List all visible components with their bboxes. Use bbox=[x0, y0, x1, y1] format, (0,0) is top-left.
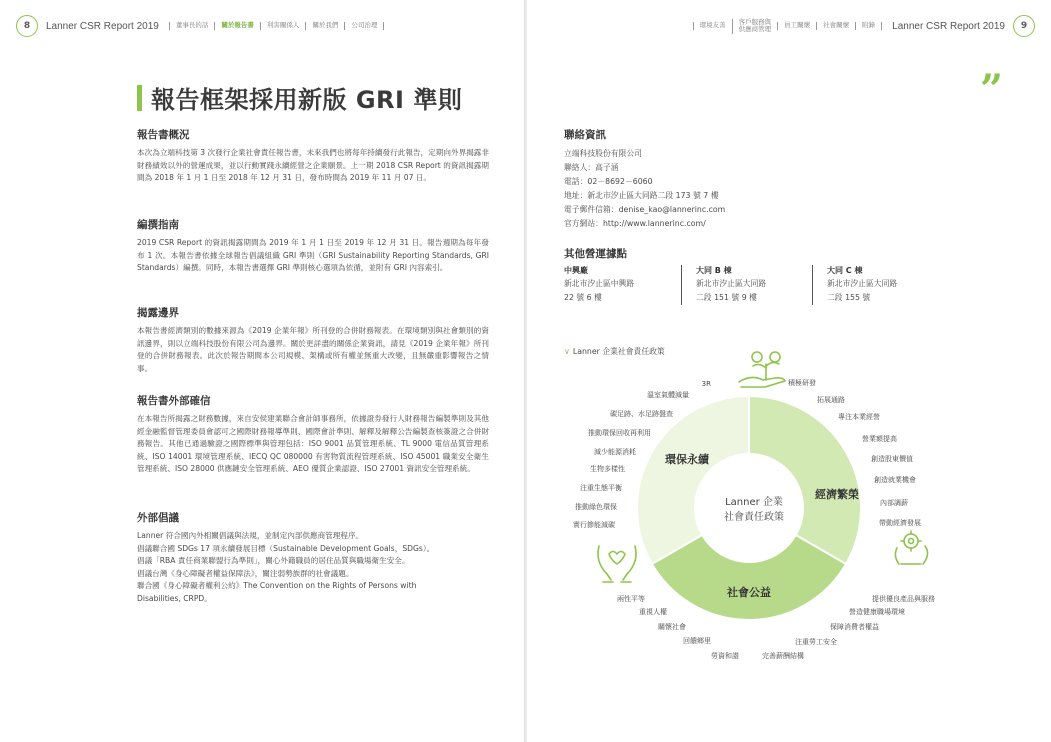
env-item: 注重生態平衡 bbox=[580, 484, 622, 492]
nav-corporate-governance[interactable]: 公司治理 bbox=[344, 22, 384, 30]
initiative-line: 倡議「RBA 責任商業聯盟行為準則」，關心外籍職員的居住品質與職場衛生安全。 bbox=[137, 556, 410, 565]
social-item: 重視人權 bbox=[639, 608, 667, 616]
segment-label-society: 社會公益 bbox=[727, 586, 771, 599]
site-address: 新北市汐止區大同路 bbox=[696, 279, 767, 288]
policy-label-text: Lanner 企業社會責任政策 bbox=[572, 347, 665, 356]
social-item: 勞資和諧 bbox=[711, 652, 739, 660]
social-item: 關懷社會 bbox=[658, 623, 686, 631]
title-block bbox=[137, 80, 462, 115]
ring-center bbox=[696, 455, 802, 561]
sites-section bbox=[564, 246, 627, 266]
right-header bbox=[693, 12, 1035, 40]
nav-customer-supplier[interactable]: 客戶服務與 供應商管理 bbox=[732, 19, 778, 34]
econ-item: 專注本業經營 bbox=[838, 413, 880, 421]
section-paragraph: 2019 CSR Report 的資訊揭露期間為 2019 年 1 月 1 日至 2019 年 12 月 31 日。報告週期為每年發布 1 次。本報告書依據全球報告倡議組織 GRI 準則（GRI Sustainability Reporting Standards, GRI Standards）編撰。同時，本報告書選擇 GRI 準則核心選項為依循，並附有 GRI 內容索引。 bbox=[137, 238, 489, 272]
site-address: 二段 151 號 9 樓 bbox=[696, 293, 757, 302]
quote-mark-icon: ” bbox=[980, 66, 1004, 113]
econ-item: 帶動經濟發展 bbox=[879, 519, 921, 527]
section-external-assurance bbox=[137, 393, 489, 476]
nav-about-us[interactable]: 關於我們 bbox=[305, 22, 344, 30]
segment-label-environment: 環保永續 bbox=[665, 453, 709, 466]
initiative-line: Lanner 符合國內外相關倡議與法規，並制定內部供應商管理程序。 bbox=[137, 531, 364, 540]
section-report-overview bbox=[137, 127, 489, 185]
sites-list bbox=[564, 265, 943, 305]
nav-social-care[interactable]: 社會關懷 bbox=[816, 22, 855, 30]
initiative-line: 倡議聯合國 SDGs 17 項永續發展目標（Sustainable Development Goals，SDGs）。 bbox=[137, 543, 435, 553]
econ-item: 營業額提高 bbox=[862, 435, 897, 443]
section-external-initiatives bbox=[137, 510, 489, 605]
env-item: 實行節能減碳 bbox=[573, 521, 615, 529]
nav-about-report[interactable]: 關於報告書 bbox=[214, 22, 260, 30]
section-paragraph: 本次為立端科技第 3 次發行企業社會責任報告書，未來我們也將每年持續發行此報告，定期向外界揭露非財務績效以外的營運成果，並以行動實踐永續經營之企業願景。上一期 2018 CSR Report 的資訊揭露期間為 2018 年 1 月 1 日至 2018 年 12 月 31 日，發布時間為 2019 年 11 月 07 日。 bbox=[137, 148, 489, 182]
econ-item: 拓展通路 bbox=[817, 396, 845, 404]
segment-label-economy: 經濟繁榮 bbox=[815, 488, 859, 501]
social-item: 保障消費者權益 bbox=[830, 623, 879, 631]
csr-policy-diagram bbox=[527, 350, 1051, 730]
section-paragraph: 本報告書經濟類別的數據來源為《2019 企業年報》所刊登的合併財務報表。在環境類別與社會類別的資訊邊界，則以立端科技股份有限公司為邊界。關於更詳盡的關係企業資訊，請見《2019 企業年報》所刊登的合併財務報表。此次於報告期間本公司規模、架構或所有權並無重大改變，且無嚴重影響報告之情事。 bbox=[137, 326, 489, 373]
section-disclosure-boundary bbox=[137, 305, 489, 375]
section-heading: 外部倡議 bbox=[137, 512, 179, 524]
env-item: 溫室氣體減量 bbox=[647, 391, 689, 399]
nav-chairman-message[interactable]: 董事長的話 bbox=[169, 22, 215, 30]
section-heading: 編撰指南 bbox=[137, 219, 179, 231]
section-heading: 其他營運據點 bbox=[564, 248, 627, 260]
site-name: 大同 C 棟 bbox=[827, 266, 863, 275]
env-item: 推動環保回收再利用 bbox=[588, 429, 651, 437]
section-heading: 揭露邊界 bbox=[137, 307, 179, 319]
initiative-line: Disabilities, CRPD。 bbox=[137, 593, 212, 603]
contact-company: 立端科技股份有限公司 bbox=[564, 149, 642, 158]
contact-person: 聯絡人：高子涵 bbox=[564, 163, 619, 172]
env-item: 推動綠色環保 bbox=[575, 503, 617, 511]
site-item bbox=[812, 265, 943, 305]
contact-website[interactable]: 官方網站：http://www.lannerinc.com/ bbox=[564, 219, 706, 228]
left-header-nav bbox=[169, 22, 385, 30]
eco-hand-plant-icon bbox=[739, 352, 785, 387]
section-heading: 聯絡資訊 bbox=[564, 129, 606, 141]
site-name: 大同 B 棟 bbox=[696, 266, 732, 275]
gear-hand-icon bbox=[895, 531, 927, 564]
section-heading: 報告書外部確信 bbox=[137, 395, 211, 407]
nav-employee-care[interactable]: 員工關懷 bbox=[777, 22, 816, 30]
initiative-line: 聯合國《身心障礙者權利公約》The Convention on the Rights of Persons with bbox=[137, 581, 417, 590]
right-header-title: Lanner CSR Report 2019 bbox=[892, 20, 1005, 32]
section-compilation-guide bbox=[137, 217, 489, 275]
env-item: 3R bbox=[701, 380, 711, 388]
site-address: 二段 155 號 bbox=[827, 293, 871, 302]
nav-environment[interactable]: 環境友善 bbox=[693, 22, 732, 30]
contact-email[interactable]: 電子郵件信箱：denise_kao@lannerinc.com bbox=[564, 205, 726, 214]
right-page bbox=[527, 0, 1051, 742]
contact-address: 地址：新北市汐止區大同路二段 173 號 7 樓 bbox=[564, 191, 719, 200]
site-address: 新北市汐止區大同路 bbox=[827, 279, 898, 288]
center-label-line1: Lanner 企業 bbox=[725, 497, 783, 508]
site-address: 新北市汐止區中興路 bbox=[564, 279, 635, 288]
econ-item: 創造股東價值 bbox=[871, 455, 913, 463]
econ-item: 創造就業機會 bbox=[874, 476, 916, 484]
chevron-down-icon: ∨ bbox=[564, 347, 570, 356]
right-header-nav bbox=[693, 19, 883, 34]
left-header-title: Lanner CSR Report 2019 bbox=[46, 20, 159, 32]
env-item: 減少能源消耗 bbox=[594, 448, 636, 456]
contact-phone: 電話：02－8692－6060 bbox=[564, 177, 653, 186]
page-title: 報告框架採用新版 GRI 準則 bbox=[151, 86, 463, 114]
section-heading: 報告書概況 bbox=[137, 129, 190, 141]
site-name: 中興廠 bbox=[564, 266, 588, 275]
left-page-number: 8 bbox=[16, 15, 38, 37]
nav-stakeholders[interactable]: 利害關係人 bbox=[260, 22, 306, 30]
right-page-number: 9 bbox=[1013, 15, 1035, 37]
title-accent-bar bbox=[137, 85, 142, 111]
env-item: 生物多樣性 bbox=[590, 465, 625, 473]
section-paragraph: 在本報告所揭露之財務數據，來自安侯建業聯合會計師事務所，依據證券發行人財務報告編製準則及其他經金融監督管理委員會認可之國際財務報導準則、國際會計準則、解釋及解釋公告編製查核簽證之合併財務報告。其他已通過驗證之國際標準與管理包括：ISO 9001 品質管理系統、TL 9000 電信品質管理系統、ISO 14001 環境管理系統、IECQ QC 080000 有害物質流程管理系統、ISO 45001 職業安全衛生管理系統、ISO 28000 供應鏈安全管理系統、AEO 優質企業認證、ISO 27001 資訊安全管理系統。 bbox=[137, 414, 489, 473]
social-item: 完善薪酬結構 bbox=[762, 652, 804, 660]
site-item bbox=[564, 265, 681, 305]
people-hands-heart-icon bbox=[598, 546, 636, 582]
econ-item: 內部調薪 bbox=[880, 499, 908, 507]
econ-item: 積極研發 bbox=[788, 379, 816, 387]
social-item: 兩性平等 bbox=[617, 595, 645, 603]
left-page bbox=[0, 0, 525, 742]
initiative-line: 倡議台灣《身心障礙者權益保障法》，關注弱勢族群的社會議題。 bbox=[137, 568, 354, 578]
site-item bbox=[681, 265, 812, 305]
site-address: 22 號 6 樓 bbox=[564, 293, 602, 302]
social-item: 提供優良產品與服務 bbox=[872, 595, 935, 603]
social-item: 營造健康職場環境 bbox=[849, 608, 905, 616]
social-item: 回饋鄉里 bbox=[683, 637, 711, 645]
social-item: 注重勞工安全 bbox=[795, 638, 837, 646]
left-header bbox=[16, 12, 384, 40]
contact-section bbox=[564, 127, 725, 231]
nav-appendix[interactable]: 附錄 bbox=[855, 22, 882, 30]
center-label-line2: 社會責任政策 bbox=[724, 512, 784, 523]
env-item: 碳足跡、水足跡盤查 bbox=[610, 410, 673, 418]
